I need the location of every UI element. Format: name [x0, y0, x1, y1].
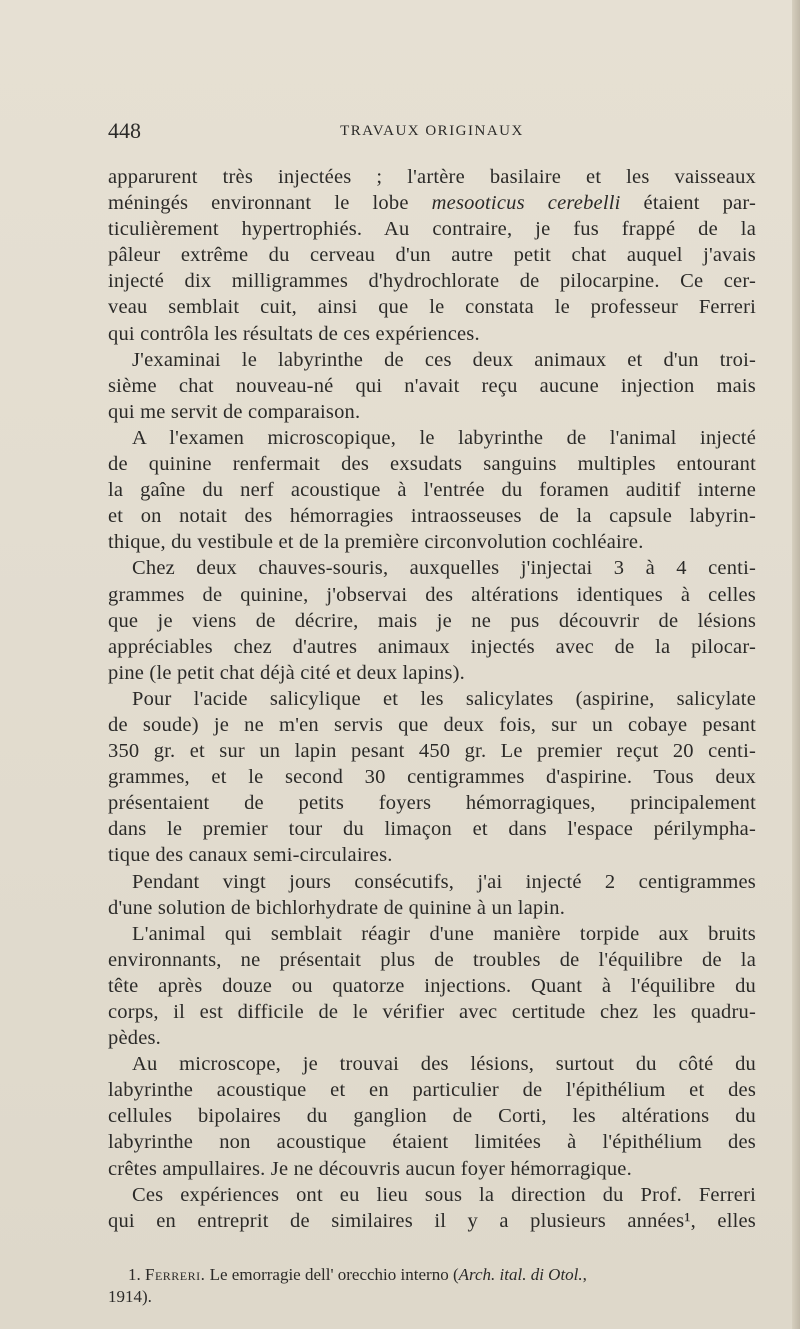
footnote-author: Ferreri.	[145, 1265, 206, 1284]
running-head: TRAVAUX ORIGINAUX	[340, 123, 524, 139]
footnote	[108, 1264, 756, 1308]
text-line: labyrinthe acoustique et en particulier de l'épithélium et des	[108, 1079, 756, 1102]
text-line: tête après douze ou quatorze injections. Quant à l'équilibre du	[108, 974, 756, 997]
text-line: grammes, et le second 30 centigrammes d'aspirine. Tous deux	[108, 766, 756, 789]
text-line: tique des canaux semi-circulaires.	[108, 844, 393, 867]
body-text	[108, 164, 756, 1234]
text-line: pèdes.	[108, 1027, 162, 1050]
text-line: pâleur extrême du cerveau d'un autre petit chat auquel j'avais	[108, 244, 756, 267]
text-line: que je viens de décrire, mais je ne pus découvrir de lésions	[108, 609, 756, 632]
text-line: Ces expériences ont eu lieu sous la direction du Prof. Ferreri	[132, 1183, 756, 1206]
text-line: et on notait des hémorragies intraosseuses de la capsule labyrin-	[108, 505, 756, 528]
text-line: labyrinthe non acoustique étaient limitées à l'épithélium des	[108, 1131, 756, 1154]
text-line: méningés environnant le lobe mesooticus cerebelli étaient par-	[108, 192, 756, 215]
text-line: la gaîne du nerf acoustique à l'entrée du foramen auditif interne	[108, 479, 756, 502]
text-line: de soude) je ne m'en servis que deux fois, sur un cobaye pesant	[108, 713, 756, 736]
text-line: thique, du vestibule et de la première circonvolution cochléaire.	[108, 531, 644, 554]
page-header	[108, 118, 756, 148]
text-line: J'examinai le labyrinthe de ces deux animaux et d'un troi-	[132, 348, 756, 371]
text-line: qui me servit de comparaison.	[108, 400, 361, 423]
text-line: corps, il est difficile de le vérifier avec certitude chez les quadru-	[108, 1001, 756, 1023]
text-line: injecté dix milligrammes d'hydrochlorate de pilocarpine. Ce cer-	[108, 270, 756, 293]
text-line: environnants, ne présentait plus de troubles de l'équilibre de la	[108, 948, 756, 971]
text-line: Chez deux chauves-souris, auxquelles j'injectai 3 à 4 centi-	[132, 557, 756, 580]
text-line: 350 gr. et sur un lapin pesant 450 gr. Le premier reçut 20 centi-	[108, 740, 756, 763]
text-line: sième chat nouveau-né qui n'avait reçu aucune injection mais	[108, 374, 756, 397]
footnote-number: 1.	[128, 1265, 145, 1284]
text-line: dans le premier tour du limaçon et dans l'espace périlympha-	[108, 818, 756, 841]
text-line: Pendant vingt jours consécutifs, j'ai injecté 2 centigrammes	[132, 870, 756, 893]
footnote-punct: ,	[582, 1265, 587, 1284]
text-line: crêtes ampullaires. Je ne découvris aucun foyer hémorragique.	[108, 1157, 632, 1180]
text-line: grammes de quinine, j'observai des altérations identiques à celles	[108, 583, 756, 606]
page-number: 448	[108, 118, 141, 143]
text-line: cellules bipolaires du ganglion de Corti, les altérations du	[108, 1105, 756, 1128]
text-line: Au microscope, je trouvai des lésions, surtout du côté du	[132, 1053, 756, 1076]
footnote-title: Le emorragie dell' orecchio interno (	[205, 1265, 459, 1284]
footnote-journal: Arch. ital. di Otol.	[458, 1265, 583, 1284]
page-edge	[792, 0, 800, 1329]
text-line: d'une solution de bichlorhydrate de quinine à un lapin.	[108, 896, 566, 919]
text-line: appréciables chez d'autres animaux injectés avec de la pilocar-	[108, 635, 756, 658]
text-line: Pour l'acide salicylique et les salicylates (aspirine, salicylate	[132, 687, 756, 710]
text-line: A l'examen microscopique, le labyrinthe de l'animal injecté	[132, 426, 756, 449]
text-line: qui contrôla les résultats de ces expériences.	[108, 322, 480, 345]
text-line: pine (le petit chat déjà cité et deux lapins).	[108, 661, 465, 684]
text-line: qui en entreprit de similaires il y a plusieurs années¹, elles	[108, 1209, 756, 1232]
text-line: de quinine renfermait des exsudats sanguins multiples entourant	[108, 453, 756, 476]
text-line: ticulièrement hypertrophiés. Au contraire, je fus frappé de la	[108, 218, 756, 241]
italic-term: mesooticus cerebelli	[431, 192, 621, 215]
text-line: présentaient de petits foyers hémorragiques, principalement	[108, 792, 756, 815]
footnote-line	[108, 1264, 756, 1286]
footnote-line: 1914).	[108, 1287, 152, 1306]
text-line: veau semblait cuit, ainsi que le constata le professeur Ferreri	[108, 296, 756, 319]
text-line: apparurent très injectées ; l'artère basilaire et les vaisseaux	[108, 166, 756, 188]
text-line: L'animal qui semblait réagir d'une manière torpide aux bruits	[132, 922, 756, 945]
